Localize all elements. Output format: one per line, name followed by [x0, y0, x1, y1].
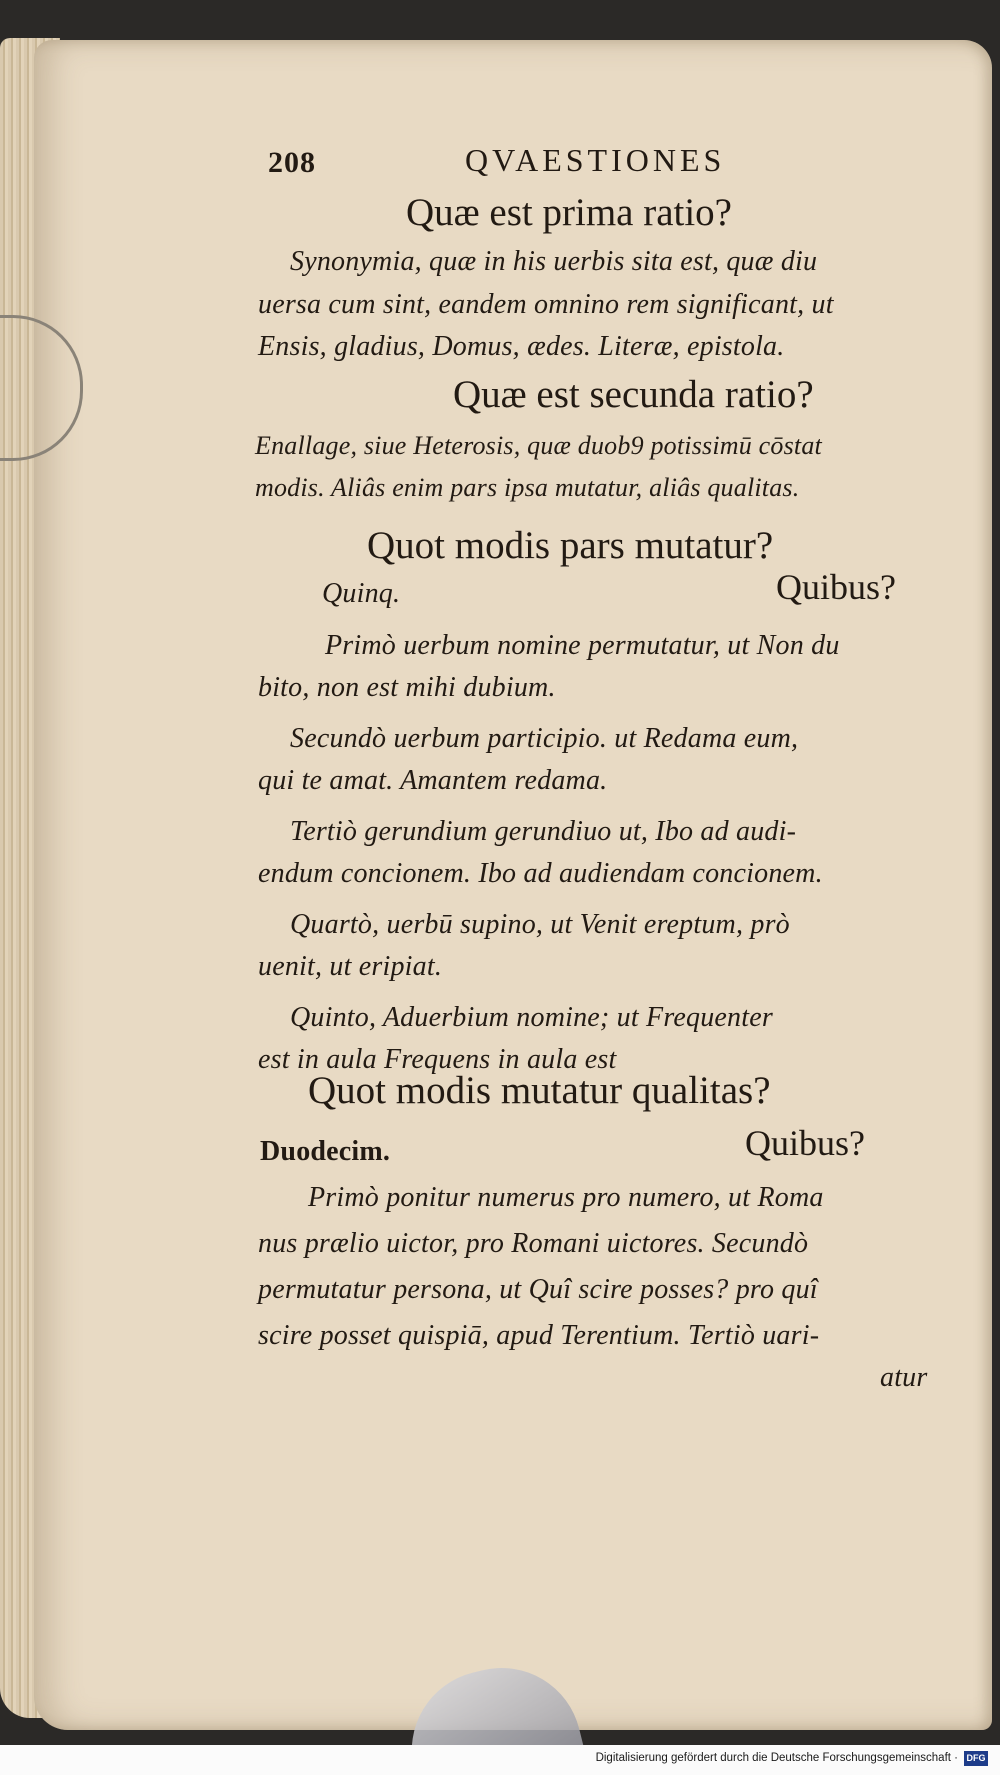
- text-line: Primò uerbum nomine permutatur, ut Non du: [325, 630, 840, 661]
- answer-quinq: Quinq.: [322, 578, 401, 609]
- quibus-label: Quibus?: [776, 567, 896, 607]
- running-head: QVAESTIONES: [465, 142, 726, 178]
- page-number: 208: [268, 146, 316, 179]
- text-line: scire posset quispiā, apud Terentium. Tertiò uari-: [258, 1320, 820, 1351]
- text-line: modis. Aliâs enim pars ipsa mutatur, aliâs qualitas.: [255, 473, 800, 502]
- text-line: Ensis, gladius, Domus, ædes. Literæ, epistola.: [258, 331, 785, 362]
- text-line: permutatur persona, ut Quî scire posses? pro quî: [258, 1274, 818, 1305]
- text-line: uenit, ut eripiat.: [258, 951, 443, 982]
- text-line: nus prælio uictor, pro Romani uictores. Secundò: [258, 1228, 809, 1259]
- text-line: Secundò uerbum participio. ut Redama eum,: [290, 723, 799, 754]
- dfg-logo: DFG: [964, 1751, 988, 1766]
- heading-prima-ratio: Quæ est prima ratio?: [406, 191, 732, 234]
- text-line: bito, non est mihi dubium.: [258, 672, 556, 703]
- heading-secunda-ratio: Quæ est secunda ratio?: [453, 373, 814, 416]
- heading-quot-modis-pars: Quot modis pars mutatur?: [367, 524, 774, 567]
- text-line: Synonymia, quæ in his uerbis sita est, quæ diu: [290, 246, 818, 277]
- footer-bar: [0, 1745, 1000, 1775]
- text-line: Enallage, siue Heterosis, quæ duob9 potissimū cōstat: [255, 431, 822, 460]
- answer-duodecim: Duodecim.: [260, 1136, 391, 1167]
- quibus-label: Quibus?: [745, 1123, 865, 1163]
- text-line: qui te amat. Amantem redama.: [258, 765, 608, 796]
- text-line: est in aula Frequens in aula est: [258, 1044, 617, 1075]
- text-line: Tertiò gerundium gerundiuo ut, Ibo ad audi-: [290, 816, 797, 847]
- catchword: atur: [880, 1362, 928, 1393]
- text-line: Primò ponitur numerus pro numero, ut Roma: [308, 1182, 824, 1213]
- text-line: Quartò, uerbū supino, ut Venit ereptum, prò: [290, 909, 790, 940]
- text-line: uersa cum sint, eandem omnino rem significant, ut: [258, 289, 834, 320]
- footer-credit: Digitalisierung gefördert durch die Deutsche Forschungsgemeinschaft ·: [595, 1752, 958, 1764]
- text-line: endum concionem. Ibo ad audiendam concionem.: [258, 858, 823, 889]
- text-line: Quinto, Aduerbium nomine; ut Frequenter: [290, 1002, 773, 1033]
- heading-quot-modis-qualitas: Quot modis mutatur qualitas?: [308, 1069, 771, 1112]
